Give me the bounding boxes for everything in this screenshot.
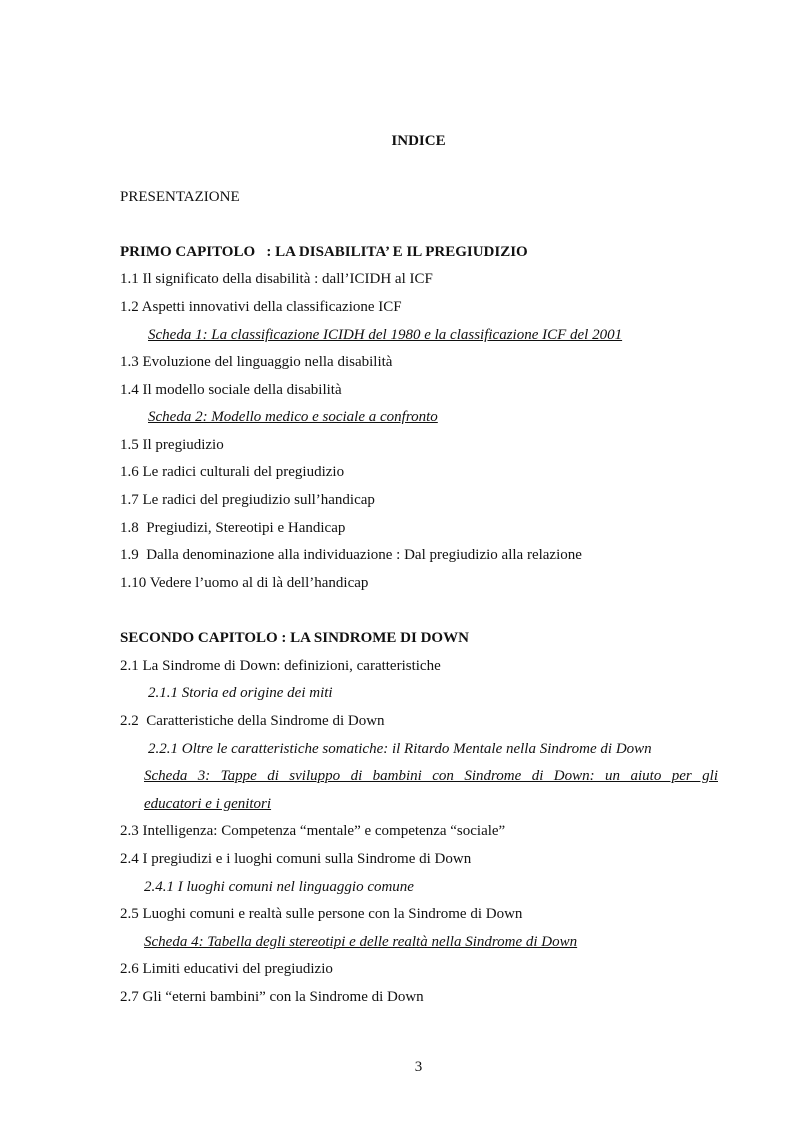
toc-scheda-3-continued[interactable]: educatori e i genitori (144, 796, 272, 812)
toc-entry-1-9[interactable]: 1.9 Dalla denominazione alla individuazione : Dal pregiudizio alla relazione (120, 547, 582, 563)
page-number: 3 (414, 1059, 423, 1075)
toc-entry-1-4[interactable]: 1.4 Il modello sociale della disabilità (120, 382, 342, 398)
toc-entry-2-4-1[interactable]: 2.4.1 I luoghi comuni nel linguaggio comune (144, 879, 414, 895)
toc-entry-2-4[interactable]: 2.4 I pregiudizi e i luoghi comuni sulla Sindrome di Down (120, 851, 472, 867)
toc-scheda-4[interactable]: Scheda 4: Tabella degli stereotipi e delle realtà nella Sindrome di Down (144, 934, 578, 950)
page-title: INDICE (391, 133, 446, 149)
toc-scheda-2[interactable]: Scheda 2: Modello medico e sociale a confronto (148, 409, 438, 425)
toc-entry-2-2[interactable]: 2.2 Caratteristiche della Sindrome di Down (120, 713, 385, 729)
toc-entry-1-8[interactable]: 1.8 Pregiudizi, Stereotipi e Handicap (120, 520, 346, 536)
toc-entry-2-2-1[interactable]: 2.2.1 Oltre le caratteristiche somatiche: il Ritardo Mentale nella Sindrome di Down (148, 741, 652, 757)
toc-presentazione[interactable]: PRESENTAZIONE (120, 189, 240, 205)
toc-entry-2-7[interactable]: 2.7 Gli “eterni bambini” con la Sindrome di Down (120, 989, 424, 1005)
toc-entry-1-5[interactable]: 1.5 Il pregiudizio (120, 437, 224, 453)
chapter-2-heading[interactable]: SECONDO CAPITOLO : LA SINDROME DI DOWN (120, 630, 469, 646)
toc-entry-1-7[interactable]: 1.7 Le radici del pregiudizio sull’handicap (120, 492, 375, 508)
toc-entry-1-2[interactable]: 1.2 Aspetti innovativi della classificazione ICF (120, 299, 402, 315)
toc-entry-1-1[interactable]: 1.1 Il significato della disabilità : dall’ICIDH al ICF (120, 271, 433, 287)
toc-entry-1-3[interactable]: 1.3 Evoluzione del linguaggio nella disabilità (120, 354, 393, 370)
toc-entry-1-6[interactable]: 1.6 Le radici culturali del pregiudizio (120, 464, 345, 480)
toc-scheda-3[interactable]: Scheda 3: Tappe di sviluppo di bambini con Sindrome di Down: un aiuto per gli (144, 768, 718, 784)
toc-entry-2-1[interactable]: 2.1 La Sindrome di Down: definizioni, caratteristiche (120, 658, 441, 674)
toc-entry-2-5[interactable]: 2.5 Luoghi comuni e realtà sulle persone con la Sindrome di Down (120, 906, 523, 922)
toc-entry-2-6[interactable]: 2.6 Limiti educativi del pregiudizio (120, 961, 333, 977)
toc-entry-2-3[interactable]: 2.3 Intelligenza: Competenza “mentale” e competenza “sociale” (120, 823, 506, 839)
chapter-1-heading[interactable]: PRIMO CAPITOLO : LA DISABILITA’ E IL PREGIUDIZIO (120, 244, 528, 260)
toc-entry-2-1-1[interactable]: 2.1.1 Storia ed origine dei miti (148, 685, 333, 701)
toc-scheda-1[interactable]: Scheda 1: La classificazione ICIDH del 1980 e la classificazione ICF del 2001 (148, 327, 623, 343)
toc-entry-1-10[interactable]: 1.10 Vedere l’uomo al di là dell’handicap (120, 575, 369, 591)
